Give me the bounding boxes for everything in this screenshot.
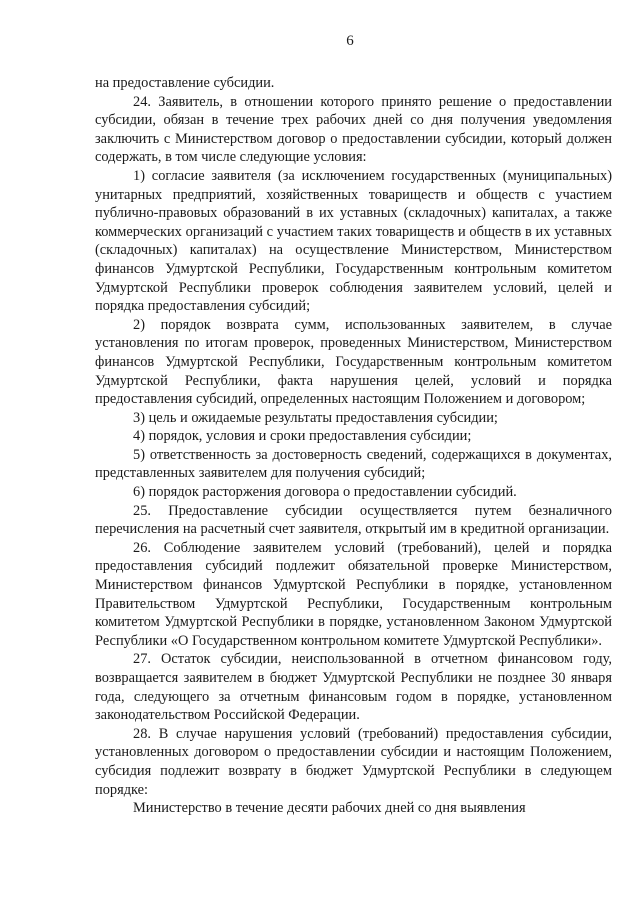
document-body (95, 74, 612, 818)
paragraph-subitem-1: 1) согласие заявителя (за исключением государственных (муниципальных) унитарных предприятий, хозяйственных товариществ и обществ с участием публично-правовых образований в их уставных (складочных) капиталах, а также коммерческих организаций с участием таких товариществ и обществ в их уставных (складочных) капиталах) на осуществление Министерством, Министерством финансов Удмуртской Республики, Государственным контрольным комитетом Удмуртской Республики проверок соблюдения заявителем условий, целей и порядка предоставления субсидий; (95, 167, 612, 315)
paragraph-item-26: 26. Соблюдение заявителем условий (требований), целей и порядка предоставления субсидий подлежит обязательной проверке Министерством, Министерством финансов Удмуртской Республики в порядке, установленном Правительством Удмуртской Республики, Государственным контрольным комитетом Удмуртской Республики в порядке, установленном Законом Удмуртской Республики «О Государственном контрольном комитете Удмуртской Республики». (95, 539, 612, 649)
paragraph-continuation: на предоставление субсидии. (95, 75, 275, 91)
paragraph-subitem-5: 5) ответственность за достоверность сведений, содержащихся в документах, представленных заявителем для получения субсидий; (95, 446, 612, 482)
paragraph-subitem-6: 6) порядок расторжения договора о предоставлении субсидий. (133, 484, 517, 501)
paragraph-item-28: 28. В случае нарушения условий (требований) предоставления субсидии, установленных договором о предоставлении субсидии и настоящим Положением, субсидия подлежит возврату в бюджет Удмуртской Республики в следующем порядке: (95, 725, 612, 798)
page-number: 6 (346, 33, 354, 49)
paragraph-subitem-4: 4) порядок, условия и сроки предоставления субсидии; (133, 428, 472, 445)
paragraph-item-27: 27. Остаток субсидии, неиспользованной в отчетном финансовом году, возвращается заявителем в бюджет Удмуртской Республики не позднее 30 января года, следующего за отчетным финансовым годом в порядке, установленном законодательством Российской Федерации. (95, 651, 612, 724)
paragraph-item-28-procedure: Министерство в течение десяти рабочих дней со дня выявления (133, 800, 526, 817)
paragraph-item-24: 24. Заявитель, в отношении которого принято решение о предоставлении субсидии, обязан в течение трех рабочих дней со дня получения уведомления заключить с Министерством договор о предоставлении субсидии, который должен содержать, в том числе следующие условия: (95, 93, 612, 166)
paragraph-item-25: 25. Предоставление субсидии осуществляется путем безналичного перечисления на расчетный счет заявителя, открытый им в кредитной организации. (95, 502, 612, 538)
paragraph-subitem-3: 3) цель и ожидаемые результаты предоставления субсидии; (133, 409, 498, 426)
paragraph-subitem-2: 2) порядок возврата сумм, использованных заявителем, в случае установления по итогам проверок, проведенных Министерством, Министерством финансов Удмуртской Республики, Государственным контрольным комитетом Удмуртской Республики, факта нарушения целей, условий и порядка предоставления субсидий, определенных настоящим Положением и договором; (95, 316, 612, 408)
